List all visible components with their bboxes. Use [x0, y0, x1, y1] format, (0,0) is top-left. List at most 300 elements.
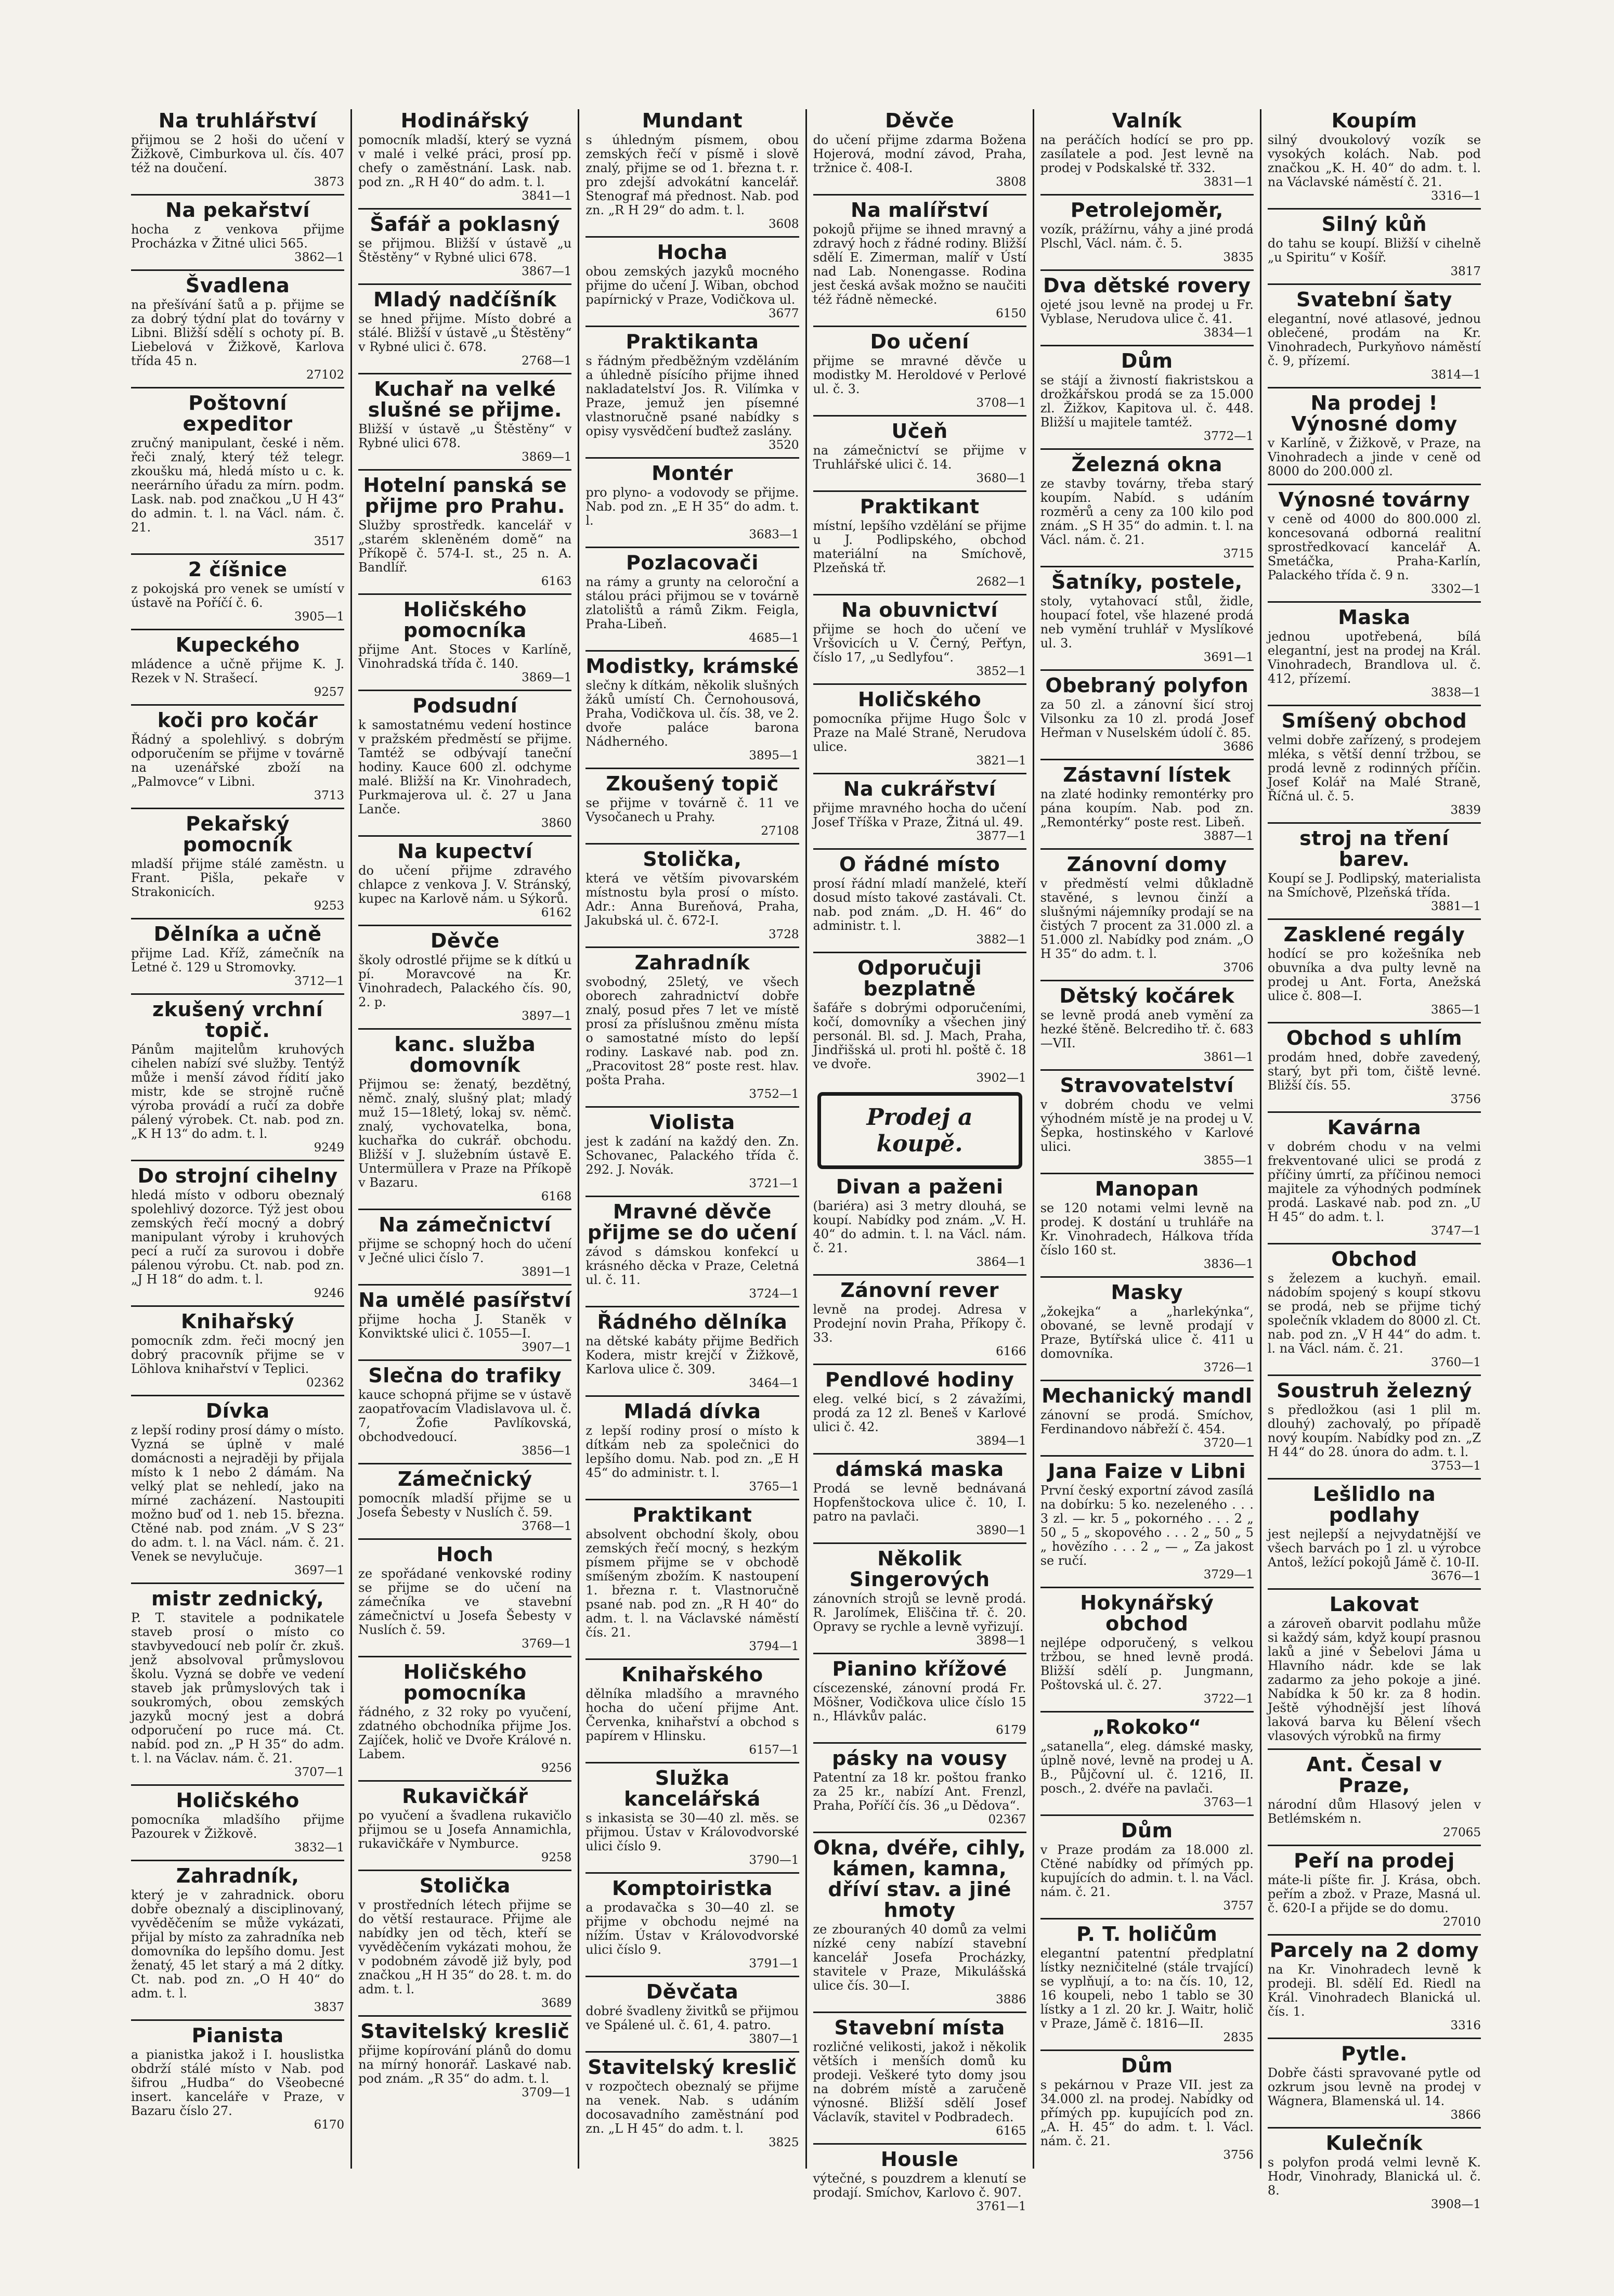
ad-text: národní dům Hlasový jelen v Betlémském n. — [1267, 1797, 1481, 1826]
ad-text: elegantní patentní předplatní lístky nezničitelné (stále trvající) se vyplňují, a to: na čís. 10, 12, 16 koupeli, nebo 1 tablo se 30 lístky a 1 zl. 20 kr. J. Waitr, holič v Praze, Jámě č. 1816—II. — [1040, 1946, 1254, 2031]
ad-heading: Mechanický mandl — [1042, 1384, 1253, 1407]
ad-reference-number: 3881—1 — [1430, 900, 1481, 913]
ad-text: rozličné velikosti, jakož i několik větších i menších domů ku prodeji. Veškeré tyto domy jsou na dobrém místě a zaručeně výnosné. Bližší sdělí Josef Václavík, stavitel v Podbradech. — [813, 2040, 1026, 2124]
classified-ad — [1268, 387, 1481, 478]
classified-ad — [813, 1742, 1026, 1826]
classified-ad — [1268, 484, 1481, 596]
ad-text: na zlaté hodinky remontérky pro pána koupím. Nab. pod zn. „Remontérky“ poste rest. Libeň. — [1040, 787, 1254, 829]
ad-reference-number: 27010 — [1442, 1915, 1481, 1929]
ad-heading: Soustruh železný — [1276, 1379, 1472, 1402]
classified-ad — [813, 1453, 1026, 1537]
ad-text: silný dvoukolový vozík se vysokých kolách. Nab. pod značkou „K. H. 40“ do adm. t. l. na Václavské náměstí č. 21. — [1267, 133, 1481, 189]
ad-reference-number: 02362 — [306, 1376, 345, 1390]
ad-text: pokojů přijme se ihned mravný a zdravý hoch z řádné rodiny. Bližší sdělí E. Zimerman, malíř v Ústí nad Lab. Nonengasse. Rodina jest česká avšak možno se naučiti též řádně německé. — [813, 222, 1026, 307]
ad-text: v prostředních létech přijme se do větší restaurace. Přijme ale nabídky jen od těch, kteří se vyvěděčením vykázati mohou, že v podobném závodě již byly, pod značkou „H H 35“ do 28. t. m. do adm. t. l. — [358, 1898, 572, 1996]
ad-text: přijme mravného hocha do učení Josef Tříška v Praze, Žitná ul. 49. — [813, 801, 1026, 829]
ad-reference-number: 3907—1 — [522, 1341, 572, 1354]
classified-ad — [131, 1395, 344, 1577]
classified-ad — [585, 650, 799, 762]
ad-heading: Na zámečnictví — [379, 1213, 552, 1236]
ad-reference-number: 3728 — [768, 928, 799, 941]
classified-ad — [1040, 566, 1254, 664]
ad-text: Prodá se levně bednávaná Hopfenštockova ulice č. 10, I. patro na pavlači. — [813, 1481, 1026, 1524]
ad-text: ze zbouraných 40 domů za velmi nízké ceny nabízí stavební kancelář Josefa Procházky, stavitele v Praze, Mikulášská ulice čís. 30—I. — [813, 1922, 1026, 1993]
ad-text: eleg. velké bicí, s 2 závažími, prodá za 12 zl. Beneš v Karlové ulici č. 42. — [813, 1392, 1026, 1434]
ad-reference-number: 6165 — [996, 2124, 1026, 2138]
ad-heading: Děvčata — [646, 1980, 739, 2003]
ad-text: se stájí a živností fiakristskou a drožkářskou prodá se za 15.000 zl. Žižkov, Kapitova ul. č. 448. Bližší u majitele tamtéž. — [1040, 373, 1254, 430]
ad-heading: Pianista — [191, 2024, 284, 2047]
ad-reference-number: 9253 — [314, 899, 345, 913]
classified-ad — [358, 208, 571, 278]
column-4 — [805, 109, 1033, 2213]
ad-heading: Zasklené regály — [1283, 923, 1465, 946]
classified-ad — [585, 1976, 799, 2046]
ad-heading: Železná okna — [1071, 453, 1222, 476]
ad-reference-number: 3517 — [314, 535, 345, 548]
classified-ad — [1040, 669, 1254, 754]
ad-heading: Zkoušený topič — [606, 772, 779, 795]
classified-ad — [131, 1582, 344, 1779]
classified-ad — [131, 1305, 344, 1390]
classified-ad — [585, 326, 799, 452]
ad-reference-number: 3834—1 — [1203, 326, 1254, 340]
classified-ad — [358, 835, 571, 919]
ad-heading: Lakovat — [1329, 1593, 1420, 1616]
ad-text: se přijme v továrně č. 11 ve Vysočanech u Prahy. — [585, 796, 799, 824]
classified-ad — [1040, 1587, 1254, 1706]
ad-text: zručný manipulant, české i něm. řeči znalý, který též telegr. zkoušku má, hledá místo u c. k. neerárního úřadu za mírn. podm. Lask. nab. pod značkou „U H 43“ do admin. t. l. na Václ. nám. č. 21. — [131, 436, 345, 535]
ad-reference-number: 6150 — [996, 307, 1026, 320]
ad-text: přijme kopírování plánů do domu na mírný honorář. Laskavé nab. pod znám. „R 35“ do adm. t. l. — [358, 2043, 572, 2086]
ad-text: s předložkou (asi 1 plil m. dlouhý) zachovalý, po případě nový koupím. Nabídky pod zn. „Z H 44“ do 28. února do adm. t. l. — [1267, 1403, 1481, 1459]
classified-ad — [131, 2019, 344, 2132]
classified-ad — [1268, 822, 1481, 913]
ad-reference-number: 3835 — [1223, 251, 1254, 264]
classified-ad — [131, 269, 344, 382]
ad-text: do tahu se koupí. Bližší v cihelně „u Spiritu“ v Košíř. — [1267, 236, 1481, 265]
ad-heading: 2 číšnice — [188, 558, 288, 581]
classified-ad — [813, 952, 1026, 1085]
ad-reference-number: 3864—1 — [976, 1255, 1026, 1269]
ad-text: z lepší rodiny prosí o místo k dítkám neb za společnici do lepšího domu. Nab. pod zn. „E H 45“ do administr. t. l. — [585, 1423, 799, 1480]
ad-heading: Divan a paženi — [836, 1175, 1004, 1198]
ad-reference-number: 3709—1 — [522, 2086, 572, 2099]
ad-reference-number: 3768—1 — [522, 1520, 572, 1533]
ad-text: Bližší v ústavě „u Štěstěny“ v Rybné ulici 678. — [358, 422, 572, 450]
column-3 — [578, 109, 805, 2169]
ad-reference-number: 3852—1 — [976, 665, 1026, 678]
ad-heading: Dětský kočárek — [1059, 984, 1235, 1007]
ad-text: pomocník mladší přijme se u Josefa Šebesty v Nuslích č. 59. — [358, 1491, 572, 1520]
ad-heading: Modistky, krámské — [585, 655, 799, 678]
ad-reference-number: 3882—1 — [976, 933, 1026, 946]
ad-reference-number: 3855—1 — [1203, 1154, 1254, 1168]
ad-text: jest k zadání na každý den. Zn. Schovanec, Palackého třída č. 292. J. Novák. — [585, 1134, 799, 1177]
ad-text: k samostatnému vedení hostince v pražském předměstí se přijme. Tamtéž se odbývají taneční hodiny. Kauce 600 zl. odchyme malé. Bližší na Kr. Vinohradech, Purkmajerova ul. č. 27 u Jana Lanče. — [358, 718, 572, 816]
ad-heading: Šatníky, postele, — [1051, 570, 1243, 593]
ad-heading: Mladý nadčíšník — [373, 288, 557, 311]
ad-reference-number: 3817 — [1450, 265, 1481, 278]
classified-ad — [358, 1538, 571, 1651]
ad-heading: Praktikanta — [626, 330, 759, 353]
ad-text: jednou upotřebená, bílá elegantní, jest na prodej na Král. Vinohradech, Brandlova ul. č. 412, přízemí. — [1267, 629, 1481, 686]
ad-text: pro plyno- a vodovody se přijme. Nab. pod zn. „E H 35“ do adm. t. l. — [585, 485, 799, 528]
classified-ad — [1268, 1374, 1481, 1473]
ad-text: v Praze prodám za 18.000 zl. Ctěné nabídky od přímých pp. kupujících do admin. t. l. na Václ. nám. č. 21. — [1040, 1843, 1254, 1899]
ad-reference-number: 3831—1 — [1203, 175, 1254, 189]
ad-reference-number: 6179 — [996, 1723, 1026, 1737]
ad-text: (bariéra) asi 3 metry dlouhá, se koupí. Nabídky pod znám. „V. H. 40“ do admin. t. l. na Václ. nám. č. 21. — [813, 1199, 1026, 1255]
classified-ad — [813, 1364, 1026, 1448]
ad-text: Řádný a spolehlivý. s dobrým odporučením se přijme v továrně na uzenářské zboží na „Palmovce“ v Libni. — [131, 732, 345, 789]
ad-text: „žokejka“ a „harlekýnka“, obované, se levně prodají v Praze, Bytířská ulice č. 411 u domovníka. — [1040, 1304, 1254, 1361]
ad-heading: Pekařský pomocník — [183, 812, 293, 856]
ad-text: a zároveň obarvit podlahu může si každý sám, když koupí prasnou laků a jiné v Šebelovi Jáma u Hlavního nádr. kde se lak zadarmo za jeho pokoje a jiné. Nabídka k 50 kr. za 8 hodin. Ještě výhodnější jest líhová laková barva ku Bělení všech vlasových výrobků na firmy — [1267, 1616, 1481, 1743]
ad-heading: Do strojní cihelny — [137, 1164, 338, 1187]
ad-text: P. T. stavitele a podnikatele staveb prosí o místo co stavbyvedoucí neb polír čr. zkuš. jenž absolvoval průmyslovou školu. Vyzná se dobře ve vedení staveb jak průmyslových tak i soukromých, obou zemských jazyků mocný jest a dobrá odporučení po ruce má. Ct. nabíd. pod zn. „P H 35“ do adm. t. l. na Václav. nám. č. 21. — [131, 1611, 345, 1766]
ad-text: velmi dobře zařízený, s prodejem mléka, s větší denní tržbou, se prodá levně z rodinných příčin. Josef Kolář na Malé Straně, Říčná ul. č. 5. — [1267, 733, 1481, 803]
ad-heading: Stolička, — [643, 848, 742, 871]
ad-reference-number: 3520 — [768, 438, 799, 452]
classified-ad — [813, 490, 1026, 589]
classified-ad — [585, 1196, 799, 1301]
ad-text: v ceně od 4000 do 800.000 zl. koncesovaná odborná realitní sprostředkovací kancelář A. Smetáčka, Praha-Karlín, Palackého třída č. 9 n. — [1267, 512, 1481, 582]
classified-ad — [813, 1176, 1026, 1269]
ad-text: zánovní se prodá. Smíchov, Ferdinandovo nábřeží č. 454. — [1040, 1408, 1254, 1436]
ad-reference-number: 3769—1 — [522, 1637, 572, 1651]
ad-heading: Knihařského — [621, 1663, 763, 1686]
ad-heading: Do učení — [870, 330, 969, 353]
classified-ad — [1040, 110, 1254, 189]
ad-text: na peráčích hodící se pro pp. zasílatele a pod. Jest levně na prodej v Podskalské tř. 332. — [1040, 133, 1254, 175]
ad-text: s úhledným písmem, obou zemských řečí v písmě i slově znalý, přijme se od 1. března t. r. pro zdejší advokátní kancelář. Stenograf má přednost. Nab. pod zn. „R H 29“ do adm. t. l. — [585, 133, 799, 217]
classified-ad — [1268, 208, 1481, 278]
classified-ad — [1268, 705, 1481, 817]
ad-heading: Stavitelský kreslič — [360, 2020, 570, 2043]
ad-heading: kanc. služba domovník — [394, 1033, 536, 1076]
ad-reference-number: 27108 — [761, 824, 799, 838]
ad-heading: Silný kůň — [1321, 213, 1427, 236]
classified-ad — [813, 194, 1026, 320]
classified-ad — [131, 629, 344, 699]
ad-heading: Smíšený obchod — [1281, 709, 1467, 732]
ad-text: ze stavby továrny, třeba starý koupím. Nabíd. s udáním rozměrů a ceny za 100 kilo pod znám. „S H 35“ do admin. t. l. na Václ. nám. č. 21. — [1040, 476, 1254, 547]
classified-ad — [131, 1160, 344, 1300]
classified-ad — [358, 1209, 571, 1279]
classified-ad — [358, 1870, 571, 2010]
ad-text: za 50 zl. a zánovní šicí stroj Vilsonku za 10 zl. prodá Josef Heřman v Nuselském údolí č. 85. — [1040, 697, 1254, 740]
ad-text: pomocníka mladšího přijme Pazourek v Žižkově. — [131, 1812, 345, 1841]
classified-ad — [358, 1284, 571, 1354]
ad-reference-number: 3877—1 — [976, 829, 1026, 843]
ad-reference-number: 3720—1 — [1203, 1436, 1254, 1450]
ad-text: přijme Lad. Kříž, zámečník na Letné č. 129 u Stromovky. — [131, 946, 345, 975]
classified-ad — [1040, 1711, 1254, 1809]
ad-heading: Peří na prodej — [1294, 1849, 1455, 1872]
classified-ad — [1040, 194, 1254, 264]
ad-heading: Svatební šaty — [1296, 288, 1452, 311]
ad-reference-number: 3814—1 — [1430, 368, 1481, 382]
classified-ad — [131, 704, 344, 802]
ad-text: Pánům majitelům kruhových cihelen nabízí své služby. Tentýž může i menší závod řídití jako mistr, kde se strojně ručně výroba provádí a ručí za dobře pálený výrobek. Ct. nab. pod zn. „K H 13“ do adm. t. l. — [131, 1042, 345, 1141]
ad-heading: Slečna do trafiky — [368, 1364, 562, 1387]
ad-text: v dobrém chodu v na velmi frekventované ulici se prodá z příčiny úmrtí, za příčinou nemoci majitele za výhodných podmínek prodá. Laskavé nab. pod zn. „U H 45“ do adm. t. l. — [1267, 1139, 1481, 1224]
ad-heading: Dům — [1121, 1819, 1173, 1842]
ad-heading: Manopan — [1095, 1177, 1199, 1200]
ad-heading: Zahradník — [634, 951, 750, 974]
classified-ad — [813, 110, 1026, 189]
ad-reference-number: 3839 — [1450, 803, 1481, 817]
ad-reference-number: 3715 — [1223, 547, 1254, 561]
classified-ad — [358, 690, 571, 830]
ad-heading: dámská maska — [835, 1458, 1004, 1481]
classified-ad — [1040, 1173, 1254, 1271]
ad-text: v rozpočtech obeznalý se přijme na venek. Nab. s udáním docosavadního zaměstnání pod zn. „L H 45“ do adm. t. l. — [585, 2079, 799, 2136]
ad-reference-number: 3697—1 — [294, 1564, 345, 1577]
ad-heading: Mravné děvče přijme se do učení — [587, 1200, 798, 1244]
ad-reference-number: 3873 — [314, 175, 345, 189]
ad-reference-number: 3676—1 — [1430, 1569, 1481, 1583]
classified-ad — [131, 110, 344, 189]
classified-ad — [131, 1860, 344, 2014]
classified-ad — [585, 946, 799, 1101]
classified-ad — [131, 1784, 344, 1854]
ad-heading: Rukavičkář — [402, 1785, 528, 1808]
ad-text: nejlépe odporučený, s velkou tržbou, se hned levně prodá. Bližší sdělí p. Jungmann, Poštovská ul. č. 27. — [1040, 1636, 1254, 1692]
ad-reference-number: 3867—1 — [522, 265, 572, 278]
ad-text: přijme Ant. Stoces v Karlíně, Vinohradská třída č. 140. — [358, 642, 572, 671]
ad-heading: Na umělé pasířství — [358, 1289, 572, 1312]
ad-text: na rámy a grunty na celoroční a stálou práci přijmou se v továrně zlatolištů a rámů Zikm. Feigla, Praha-Libeň. — [585, 575, 799, 631]
ad-text: prodám hned, dobře zavedený, starý, byt při tom, čiště levné. Bližší čís. 55. — [1267, 1050, 1481, 1093]
ad-heading: Mundant — [642, 109, 743, 132]
ad-reference-number: 3790—1 — [749, 1853, 799, 1867]
classified-ad — [813, 415, 1026, 485]
newspaper-page — [125, 109, 1487, 2213]
ad-heading: Holičského pomocníka — [403, 1661, 527, 1704]
classified-ad — [813, 848, 1026, 946]
ad-text: pomocník mladší, který se vyzná v malé i velké práci, prosí pp. chefy o zaměstnání. Lask. nab. pod zn. „R H 40“ do adm. t. l. — [358, 133, 572, 189]
ad-text: „satanella“, eleg. dámské masky, úplně nové, levně na prodej u A. B., Půjčovní ul. č. 1216, II. posch., 2. dvéře na pavlači. — [1040, 1739, 1254, 1796]
ad-text: a prodavačka s 30—40 zl. se přijme v obchodu nejmé na nížím. Ústav v Královodvorské ulici číslo 9. — [585, 1900, 799, 1957]
ad-text: v dobrém chodu ve velmi výhodném místě je na prodej u V. Šepka, hostinského v Karlové ulici. — [1040, 1097, 1254, 1154]
ad-heading: Výnosné továrny — [1278, 488, 1470, 511]
ad-reference-number: 4685—1 — [749, 631, 799, 645]
ad-text: slečny k dítkám, několik slušných žáků umístí Ch. Černohousová, Praha, Vodičkova ul. čís. 38, ve 2. dvoře paláce barona Nádherného. — [585, 678, 799, 749]
ad-text: který je v zahradnick. oboru dobře obeznalý a disciplinovaný, vyvěděčením se může vykázati, přijal by místo za zahradníka neb domovníka do lepšího domu. Jest ženatý, 45 let starý a má 2 dítky. Ct. nab. pod zn. „O H 40“ do adm. t. l. — [131, 1888, 345, 2001]
ad-reference-number: 6170 — [314, 2118, 345, 2132]
ad-text: hledá místo v odboru obeznalý spolehlivý dozorce. Týž jest obou zemských řečí mocný a dobrý manipulant výroby i kruhových pecí a ručí za surovou i dobře pálenou výrobu. Ct. nab. pod zn. „J H 18“ do adm. t. l. — [131, 1188, 345, 1287]
ad-text: První český exportní závod zasílá na dobírku: 5 ko. nezeleného . . . 3 zl. — kr. 5 „ pokorného . . . 2 „ 50 „ 5 „ skopového . . . 2 „ 50 „ 5 „ hovězího . . . 2 „ — „ Za jakost se ručí. — [1040, 1483, 1254, 1568]
classified-ad — [585, 1106, 799, 1190]
classified-ad — [1040, 1276, 1254, 1374]
ad-reference-number: 9246 — [314, 1287, 345, 1300]
ad-text: vozík, prážírnu, váhy a jiné prodá Plschl, Václ. nám. č. 5. — [1040, 222, 1254, 251]
ad-heading: Stavitelský kreslič — [588, 2056, 797, 2079]
ad-reference-number: 3753—1 — [1430, 1459, 1481, 1473]
ad-reference-number: 3861—1 — [1203, 1050, 1254, 1064]
ad-reference-number: 3724—1 — [749, 1287, 799, 1301]
ad-reference-number: 3869—1 — [522, 450, 572, 464]
ad-text: závod s dámskou konfekcí u krásného děcka v Praze, Celetná ul. č. 11. — [585, 1244, 799, 1287]
ad-heading: Učeň — [891, 420, 948, 443]
ad-heading: Poštovní expeditor — [183, 392, 293, 435]
ad-text: školy odrostlé přijme se k dítkú u pí. Moravcové na Kr. Vinohradech, Palackého čís. 90, 2. p. — [358, 953, 572, 1009]
ad-reference-number: 3686 — [1223, 740, 1254, 754]
ad-text: elegantní, nové atlasové, jednou oblečené, prodám na Kr. Vinohradech, Purkyňovo náměstí č. 9, přízemí. — [1267, 312, 1481, 368]
classified-ad — [1040, 2049, 1254, 2162]
ad-heading: Hodinářský — [400, 109, 529, 132]
ad-heading: Hotelní panská se přijme pro Prahu. — [363, 474, 567, 517]
ad-heading: Stolička — [419, 1874, 511, 1897]
ad-text: svobodný, 25letý, ve všech oborech zahradnictví dobře znalý, posud přes 7 let ve místě prosí za příslušnou změnu místa o samostatné místo do lepší rodiny. Laskavé nab. pod zn. „Pracovitost 28“ poste rest. hlav. pošta Praha. — [585, 975, 799, 1087]
ad-heading: Odporučuji bezplatně — [857, 956, 982, 1000]
ad-reference-number: 3794—1 — [749, 1640, 799, 1653]
ad-heading: Stavební místa — [834, 2016, 1005, 2039]
ad-text: s železem a kuchyň. email. nádobím spojený s koupí stkovu se prodá, neb se přijme tichý společník vkladem do 8000 zl. Ct. nab. pod zn. „V H 44“ do adm. t. l. na Václ. nám. č. 21. — [1267, 1271, 1481, 1356]
ad-reference-number: 9249 — [314, 1141, 345, 1155]
classified-ad — [1268, 1111, 1481, 1238]
ad-text: s řádným předběžným vzděláním a úhledně písícího přijme ihned nakladatelství Jos. R. Vilímka v Praze, jemuž jen písemné vlastnoručně psané nabídky s opisy vysvědčení buďtež zaslány. — [585, 354, 799, 438]
classified-ad — [585, 457, 799, 541]
ad-text: pomocníka přijme Hugo Šolc v Praze na Malé Straně, Nerudova ulice. — [813, 711, 1026, 754]
classified-ad — [813, 2012, 1026, 2138]
ad-reference-number: 3821—1 — [976, 754, 1026, 768]
column-2 — [350, 109, 578, 2169]
ad-reference-number: 3706 — [1223, 961, 1254, 975]
classified-ad — [1268, 110, 1481, 203]
ad-heading: Masky — [1111, 1281, 1183, 1304]
ad-heading: Knihařský — [181, 1310, 295, 1333]
ad-reference-number: 9258 — [541, 1851, 572, 1864]
ad-text: Patentní za 18 kr. poštou franko za 25 kr., nabízí Ant. Frenzl, Praha, Poříčí čís. 36 „u Dědova“. — [813, 1770, 1026, 1813]
ad-reference-number: 3691—1 — [1203, 651, 1254, 664]
ad-heading: Švadlena — [185, 274, 290, 297]
ad-heading: Parcely na 2 domy — [1269, 1939, 1479, 1962]
ad-reference-number: 3689 — [541, 1996, 572, 2010]
ad-heading: Montér — [652, 462, 733, 485]
ad-reference-number: 9256 — [541, 1761, 572, 1775]
classified-ad — [358, 110, 571, 203]
classified-ad — [131, 194, 344, 264]
ad-reference-number: 6168 — [541, 1190, 572, 1203]
ad-heading: Praktikant — [632, 1503, 752, 1526]
ad-heading: Koupím — [1331, 109, 1417, 132]
classified-ad — [1040, 980, 1254, 1064]
ad-text: prosí řádní mladí manželé, kteří dosud místo takové zastávali. Ct. nab. pod znám. „D. H. 46“ do administr. t. l. — [813, 876, 1026, 933]
classified-ad — [813, 1653, 1026, 1737]
ad-text: císcezenské, zánovní prodá Fr. Möšner, Vodičkova ulice číslo 15 n., Hlávkův palác. — [813, 1681, 1026, 1723]
ad-heading: P. T. holičům — [1076, 1923, 1218, 1945]
ad-heading: Zánovní rever — [840, 1279, 999, 1302]
ad-reference-number: 3836—1 — [1203, 1257, 1254, 1271]
ad-reference-number: 3608 — [768, 217, 799, 231]
ad-heading: Děvče — [885, 109, 955, 132]
ad-heading: Šafář a poklasný — [370, 213, 561, 236]
ad-text: z lepší rodiny prosí dámy o místo. Vyzná se úplně v malé domácnosti a nejraději by přijala místo k 1 nebo 2 dámám. Na velký plat se nehledí, jako na mírné zacházení. Nastoupiti možno buď od 1. neb 15. března. Ctěné nab. pod znám. „V S 23“ do adm. t. l. na Václ. nám. č. 21. Venek se nevylučuje. — [131, 1423, 345, 1564]
ad-text: se 120 notami velmi levně na prodej. K dostání u truhláře na Kr. Vinohradech, Hálkova třída číslo 160 st. — [1040, 1201, 1254, 1257]
ad-text: s pekárnou v Praze VII. jest za 34.000 zl. na prodej. Nabídky od přímých pp. kupujících pod zn. „A. H. 45“ do adm. t. l. Václ. nám. č. 21. — [1040, 2078, 1254, 2148]
ad-text: se hned přijme. Místo dobré a stálé. Bližší v ústavě „u Štěstěny“ v Rybné ulici č. 678. — [358, 312, 572, 354]
ad-text: absolvent obchodní školy, obou zemských řečí mocný, s hezkým písmem přijme se v obchodě smíšeným zbožím. K nastoupení 1. března r. t. Vlastnoručně psané nab. pod zn. „R H 40“ do adm. t. l. na Václavské náměstí čís. 21. — [585, 1527, 799, 1640]
ad-text: mladší přijme stálé zaměstn. u Frant. Pišla, pekaře v Strakonicích. — [131, 857, 345, 899]
ad-heading: Holičského — [857, 688, 982, 711]
ad-reference-number: 3869—1 — [522, 671, 572, 684]
ad-heading: Holičského — [176, 1789, 300, 1812]
ad-text: v předměstí velmi důkladně stavěné, s levnou činží a slušnými nájemníky prodají se na čistých 7 procent za 31.000 zl. a 51.000 zl. Nabídky pod znám. „O H 35“ do adm. t. l. — [1040, 876, 1254, 961]
classified-ad — [585, 1499, 799, 1653]
ad-reference-number: 3898—1 — [976, 1634, 1026, 1648]
ad-text: Služby sprostředk. kancelář v „starém skleněném domě“ na Příkopě č. 574-I. st., 25 n. A. Bandlíř. — [358, 518, 572, 575]
ad-text: z pokojská pro venek se umístí v ústavě na Poříčí č. 6. — [131, 581, 345, 610]
ad-reference-number: 3683—1 — [749, 528, 799, 541]
ad-text: výtečné, s pouzdrem a klenutí se prodají. Smíchov, Karlovo č. 907. — [813, 2171, 1026, 2200]
ad-heading: Dům — [1121, 2054, 1173, 2077]
ad-text: ojeté jsou levně na prodej u Fr. Vyblase, Nerudova ulice č. 41. — [1040, 297, 1254, 326]
ad-reference-number: 27102 — [306, 368, 345, 382]
classified-ad — [585, 547, 799, 645]
ad-text: zánovních strojů se levně prodá. R. Jarolímek, Eliščina tř. č. 20. Opravy se rychle a levně vyřizují. — [813, 1591, 1026, 1634]
ad-text: Přijmou se: ženatý, bezdětný, němč. znalý, slušný plat; mladý muž 15—18letý, lokaj sv. němč. znalý, vychovatelka, bona, kuchařka do cukrář. obchodu. Bližší v J. služebním ústavě E. Untermüllera v Praze na Příkopě v Bazaru. — [358, 1077, 572, 1190]
ad-reference-number: 3837 — [314, 2001, 345, 2014]
classified-ad — [813, 2143, 1026, 2213]
ad-text: na zámečnictví se přijme v Truhlářské ulici č. 14. — [813, 443, 1026, 472]
classified-ad — [813, 1274, 1026, 1358]
classified-ad — [585, 1762, 799, 1867]
ad-heading: Hoch — [436, 1543, 493, 1566]
ad-reference-number: 3905—1 — [294, 610, 345, 624]
ad-reference-number: 3841—1 — [522, 189, 572, 203]
ad-heading: Zástavní lístek — [1063, 763, 1231, 786]
ad-text: přijmou se 2 hoši do učení v Žižkově, Cimburkova ul. čís. 407 též na doučení. — [131, 133, 345, 175]
ad-heading: Na kupectví — [397, 840, 533, 863]
ad-text: ze spořádané venkovské rodiny se přijme se do učení na zámečníka ve stavební zámečnictví u Josefa Šebesty v Nuslích č. 59. — [358, 1566, 572, 1637]
ad-heading: Kulečník — [1325, 2132, 1423, 2155]
ad-heading: Dva dětské rovery — [1043, 274, 1251, 297]
classified-ad — [585, 1306, 799, 1390]
ad-heading: O řádné místo — [839, 853, 1000, 876]
classified-ad — [1040, 345, 1254, 443]
ad-reference-number: 3894—1 — [976, 1434, 1026, 1448]
classified-ad — [1040, 759, 1254, 843]
column-5 — [1033, 109, 1260, 2169]
ad-reference-number: 3895—1 — [749, 749, 799, 762]
ad-text: která ve větším pivovarském místnostu byla prosí o místo. Adr.: Anna Bureňová, Praha, Jakubská ul. č. 672-I. — [585, 871, 799, 928]
classified-ad — [585, 1872, 799, 1970]
ad-text: na přešívání šatů a p. přijme se za dobrý týdní plat do továrny v Libni. Bližší sdělí s ochoty pí. B. Liebelová v Žižkově, Karlova třída 45 n. — [131, 297, 345, 368]
ad-reference-number: 6163 — [541, 575, 572, 588]
classified-ad — [1268, 1934, 1481, 2032]
ad-reference-number: 9257 — [314, 685, 345, 699]
section-banner: Prodej a koupě. — [817, 1092, 1022, 1169]
classified-ad — [813, 773, 1026, 843]
ad-heading: Pytle. — [1341, 2042, 1408, 2065]
ad-heading: Valník — [1112, 109, 1182, 132]
ad-reference-number: 3808 — [996, 175, 1026, 189]
ad-reference-number: 3712—1 — [294, 975, 345, 988]
ad-reference-number: 3729—1 — [1203, 1568, 1254, 1581]
ad-heading: Kavárna — [1327, 1116, 1422, 1139]
ad-text: místní, lepšího vzdělání se přijme u J. Podlipského, obchod materiální na Smíchově, Plzeňská tř. — [813, 518, 1026, 575]
ad-heading: Služka kancelářská — [624, 1767, 761, 1810]
classified-ad — [1268, 2038, 1481, 2122]
ad-reference-number: 3838—1 — [1430, 686, 1481, 699]
ad-reference-number: 3791—1 — [749, 1957, 799, 1970]
classified-ad — [585, 110, 799, 231]
ad-text: se levně prodá aneb vymění za hezké štěně. Belcrediho tř. č. 683—VII. — [1040, 1008, 1254, 1050]
ad-heading: Ant. Česal v Praze, — [1306, 1753, 1442, 1797]
